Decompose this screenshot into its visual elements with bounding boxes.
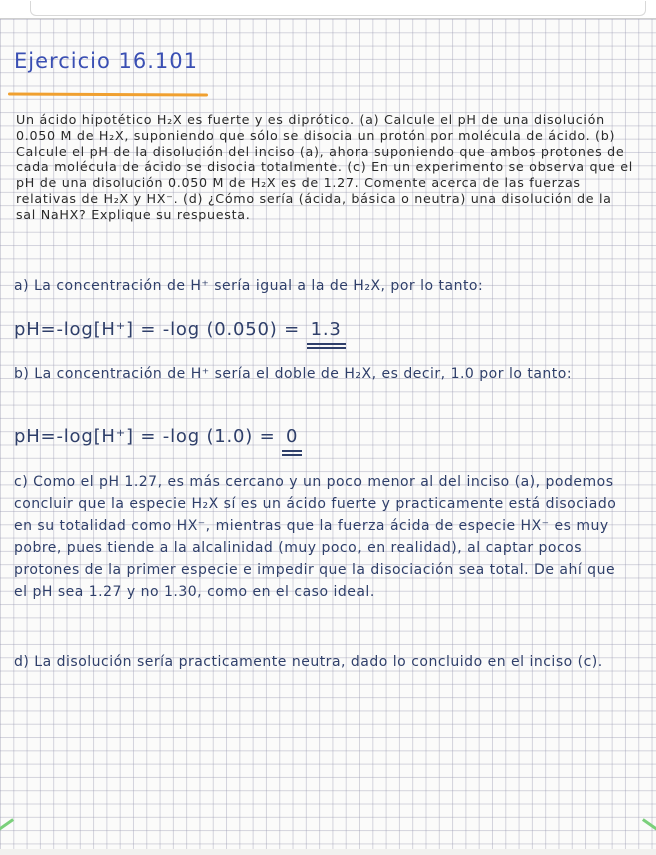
problem-statement: Un ácido hipotético H₂X es fuerte y es diprótico. (a) Calcule el pH de una disolución 0.050 M de H₂X, suponiendo que sólo se disocia un protón por molécula de ácido. (b) Calcule el pH de la disolución del inciso (a), ahora suponiendo que ambos protones de cada molécula de ácido se disocia totalmente. (c) En un experimento se observa que el pH de una disolución 0.050 M de H₂X es de 1.27. Comente acerca de las fuerzas relativas de H₂X y HX⁻. (d) ¿Cómo sería (ácida, básica o neutra) una disolución de la sal NaHX? Explique su respuesta. xyxy=(16,112,633,222)
part-a-text: a) La concentración de H⁺ sería igual a la de H₂X, por lo tanto: xyxy=(14,278,484,294)
page-top-edge xyxy=(0,0,656,18)
part-b-equation xyxy=(14,426,302,447)
corner-mark-right xyxy=(629,818,656,855)
exercise-title: Ejercicio 16.101 xyxy=(14,49,198,73)
part-a-equation xyxy=(14,319,346,340)
title-underline xyxy=(8,92,208,96)
part-a-equation-text: pH=-log[H⁺] = -log (0.050) = xyxy=(14,319,301,340)
corner-mark-left xyxy=(0,818,27,855)
part-b-answer: 0 xyxy=(282,426,302,447)
part-c-text: c) Como el pH 1.27, es más cercano y un poco menor al del inciso (a), podemos concluir que la especie H₂X sí es un ácido fuerte y practicamente está disociado en su totalidad como HX⁻, mientras que la fuerza ácida de especie HX⁻ es muy pobre, pues tiende a la alcalinidad (muy poco, en realidad), al captar pocos protones de la primer especie e impedir que la disociación sea total. De ahí que el pH sea 1.27 y no 1.30, como en el caso ideal. xyxy=(14,474,617,600)
part-d-text: d) La disolución sería practicamente neutra, dado lo concluido en el inciso (c). xyxy=(14,654,603,670)
part-b-equation-text: pH=-log[H⁺] = -log (1.0) = xyxy=(14,426,276,447)
grid-paper xyxy=(0,18,656,849)
part-a-answer: 1.3 xyxy=(307,319,346,340)
part-b-text: b) La concentración de H⁺ sería el doble de H₂X, es decir, 1.0 por lo tanto: xyxy=(14,366,573,382)
